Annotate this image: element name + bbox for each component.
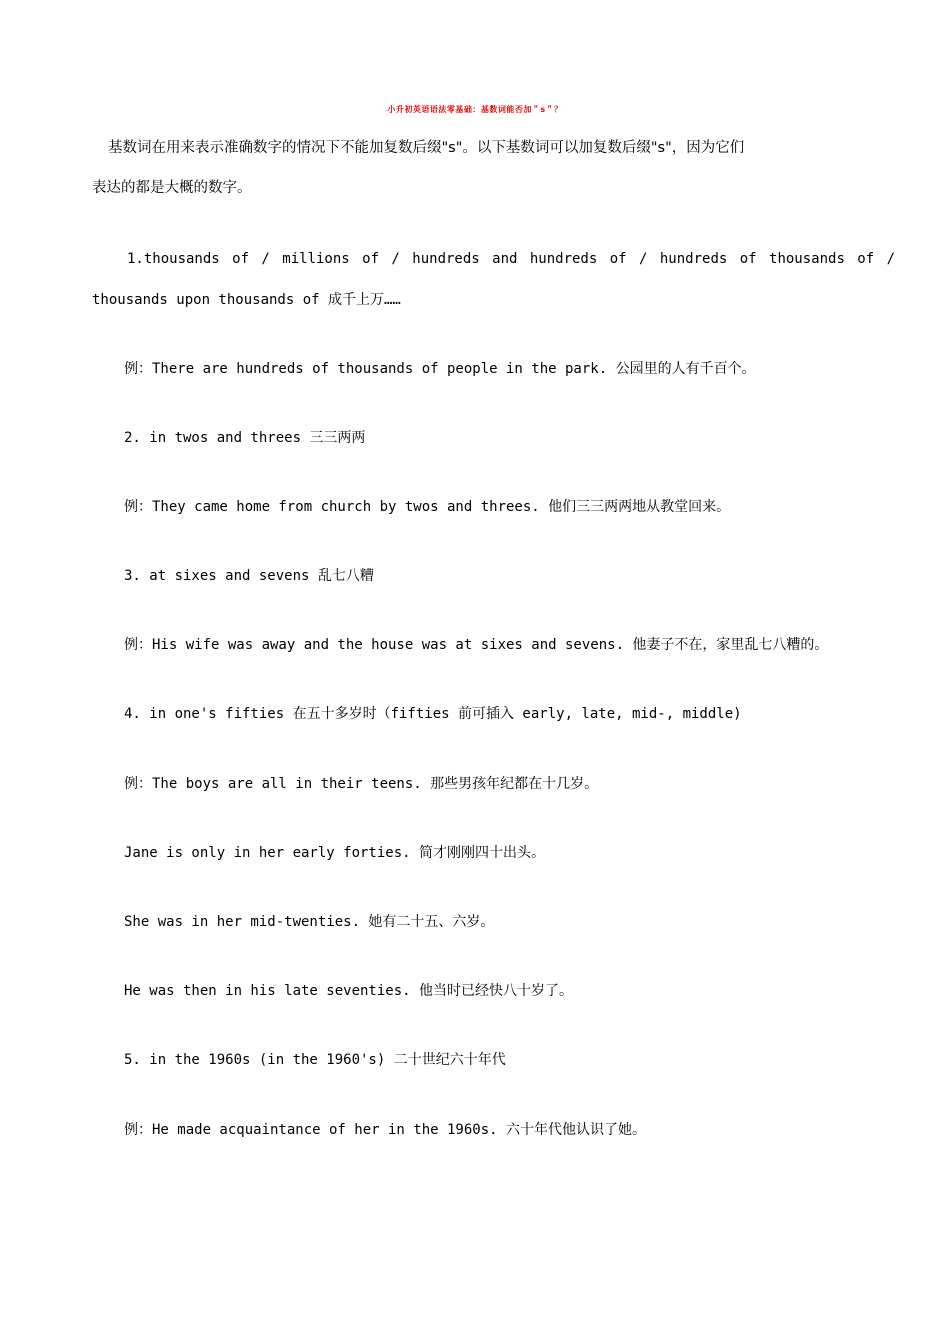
item-1-line-2: thousands upon thousands of 成千上万……	[92, 292, 401, 308]
example-line: She was in her mid-twenties. 她有二十五、六岁。	[124, 914, 495, 930]
example-line: Jane is only in her early forties. 简才刚刚四十出头。	[124, 845, 546, 861]
example-line: He was then in his late seventies. 他当时已经快八十岁了。	[124, 983, 574, 999]
item-heading: 2. in twos and threes 三三两两	[124, 430, 366, 446]
example-line: 例：His wife was away and the house was at sixes and sevens. 他妻子不在，家里乱七八糟的。	[124, 637, 829, 653]
intro-line-1: 基数词在用来表示准确数字的情况下不能加复数后缀"s"。以下基数词可以加复数后缀"s"，因为它们	[108, 140, 745, 156]
page-title: 小升初英语语法零基础：基数词能否加＂s＂？	[387, 105, 563, 114]
item-1-line-1: 1.thousands of / millions of / hundreds and hundreds of / hundreds of thousands of /	[127, 251, 896, 267]
example-line: 例：There are hundreds of thousands of people in the park. 公园里的人有千百个。	[124, 361, 756, 377]
item-heading: 4. in one's fifties 在五十多岁时（fifties 前可插入 early, late, mid-, middle)	[124, 706, 742, 722]
example-line: 例：He made acquaintance of her in the 1960s. 六十年代他认识了她。	[124, 1122, 647, 1138]
example-line: 例：The boys are all in their teens. 那些男孩年纪都在十几岁。	[124, 776, 599, 792]
item-heading: 5. in the 1960s (in the 1960's) 二十世纪六十年代	[124, 1052, 506, 1068]
item-heading: 3. at sixes and sevens 乱七八糟	[124, 568, 374, 584]
example-line: 例：They came home from church by twos and threes. 他们三三两两地从教堂回来。	[124, 499, 731, 515]
intro-line-2: 表达的都是大概的数字。	[92, 180, 252, 196]
